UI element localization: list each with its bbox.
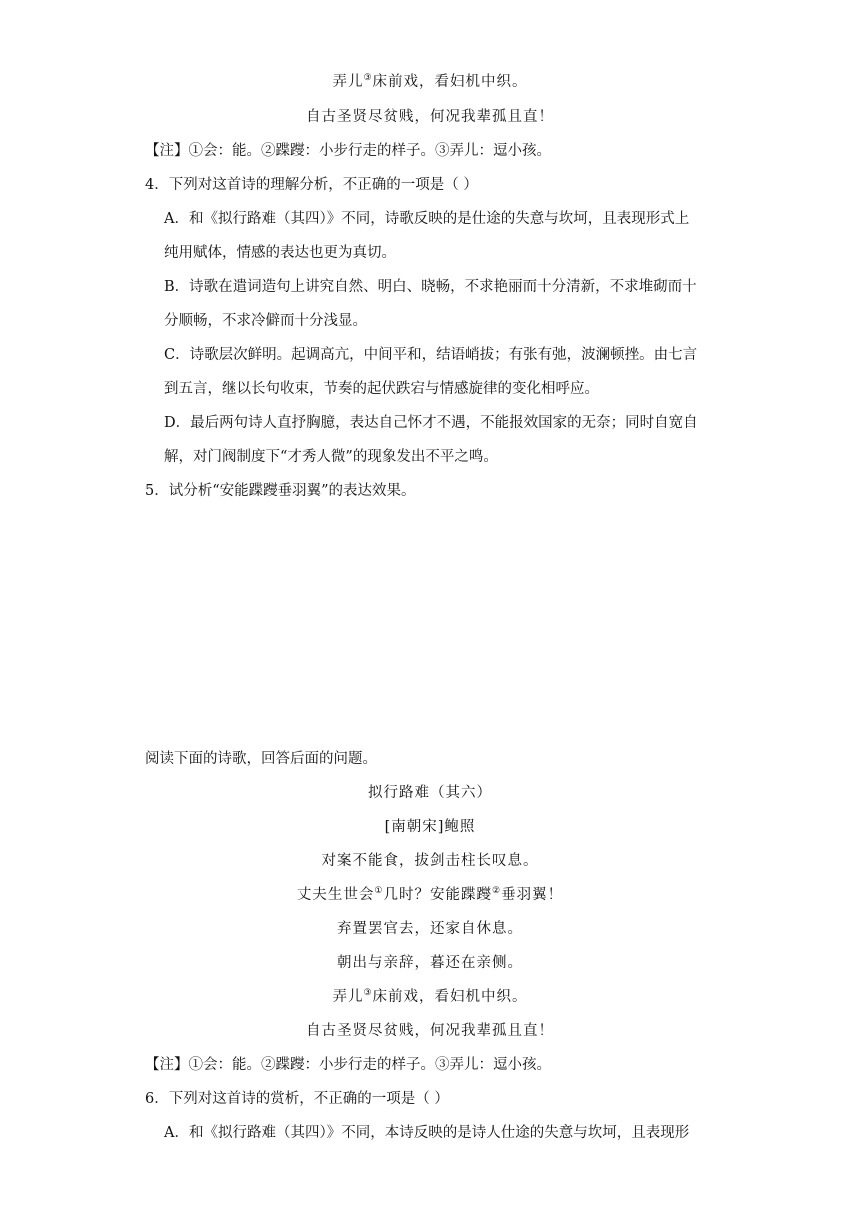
- footnote-marker: ②: [492, 886, 502, 897]
- poem-author: [南朝宋]鲍照: [384, 819, 476, 835]
- poem-line-6: 自古圣贤尽贫贱，何况我辈孤且直！: [306, 1023, 554, 1039]
- note-2: 【注】①会：能。②蹀躞：小步行走的样子。③弄儿：逗小孩。: [145, 1057, 551, 1073]
- poem-line-4: 朝出与亲辞，暮还在亲侧。: [337, 955, 523, 971]
- top-poem-line-1: 弄儿③床前戏，看妇机中织。: [332, 73, 528, 90]
- note-bracket: 【注】: [145, 143, 189, 159]
- poem-title: 拟行路难（其六）: [368, 785, 492, 801]
- top-poem-line-2: 自古圣贤尽贫贱，何况我辈孤且直！: [306, 109, 554, 125]
- q4-option-d: D．最后两句诗人直抒胸臆，表达自己怀才不遇，不能报效国家的无奈；同时自宽自: [164, 415, 698, 431]
- q6-option-a: A．和《拟行路难（其四）》不同，本诗反映的是诗人仕途的失意与坎坷，且表现形: [164, 1125, 690, 1141]
- reading-intro: 阅读下面的诗歌，回答后面的问题。: [145, 751, 377, 767]
- q4-stem: 4．下列对这首诗的理解分析，不正确的一项是（ ）: [145, 177, 478, 193]
- q5-stem: 5．试分析“安能蹀躞垂羽翼”的表达效果。: [145, 483, 416, 499]
- q4-option-c-cont: 到五言，继以长句收束，节奏的起伏跌宕与情感旋律的变化相呼应。: [164, 381, 599, 397]
- q4-option-d-cont: 解，对门阀制度下“才秀人微”的现象发出不平之鸣。: [164, 449, 498, 465]
- q4-option-b-cont: 分顺畅，不求冷僻而十分浅显。: [164, 313, 367, 329]
- poem-line-5: 弄儿③床前戏，看妇机中织。: [332, 988, 528, 1005]
- q6-stem: 6．下列对这首诗的赏析，不正确的一项是（ ）: [145, 1091, 449, 1107]
- q4-option-b: B．诗歌在遣词造句上讲究自然、明白、晓畅，不求艳丽而十分清新，不求堆砌而十: [164, 279, 697, 295]
- q4-option-c: C．诗歌层次鲜明。起调高亢，中间平和，结语峭拔；有张有弛，波澜顿挫。由七言: [164, 347, 698, 363]
- footnote-marker: ③: [363, 73, 373, 84]
- note-bracket: 【注】: [145, 1057, 189, 1073]
- footnote-marker: ③: [363, 988, 373, 999]
- poem-line-3: 弃置罢官去，还家自休息。: [337, 921, 523, 937]
- poem-line-1: 对案不能食，拔剑击柱长叹息。: [321, 853, 539, 869]
- note-1: 【注】①会：能。②蹀躞：小步行走的样子。③弄儿：逗小孩。: [145, 143, 551, 159]
- q4-option-a: A．和《拟行路难（其四）》不同，诗歌反映的是仕途的失意与坎坷，且表现形式上: [164, 211, 690, 227]
- footnote-marker: ①: [374, 886, 384, 897]
- poem-line-2: 丈夫生世会①几时？安能蹀躞②垂羽翼！: [296, 886, 564, 903]
- q4-option-a-cont: 纯用赋体，情感的表达也更为真切。: [164, 245, 396, 261]
